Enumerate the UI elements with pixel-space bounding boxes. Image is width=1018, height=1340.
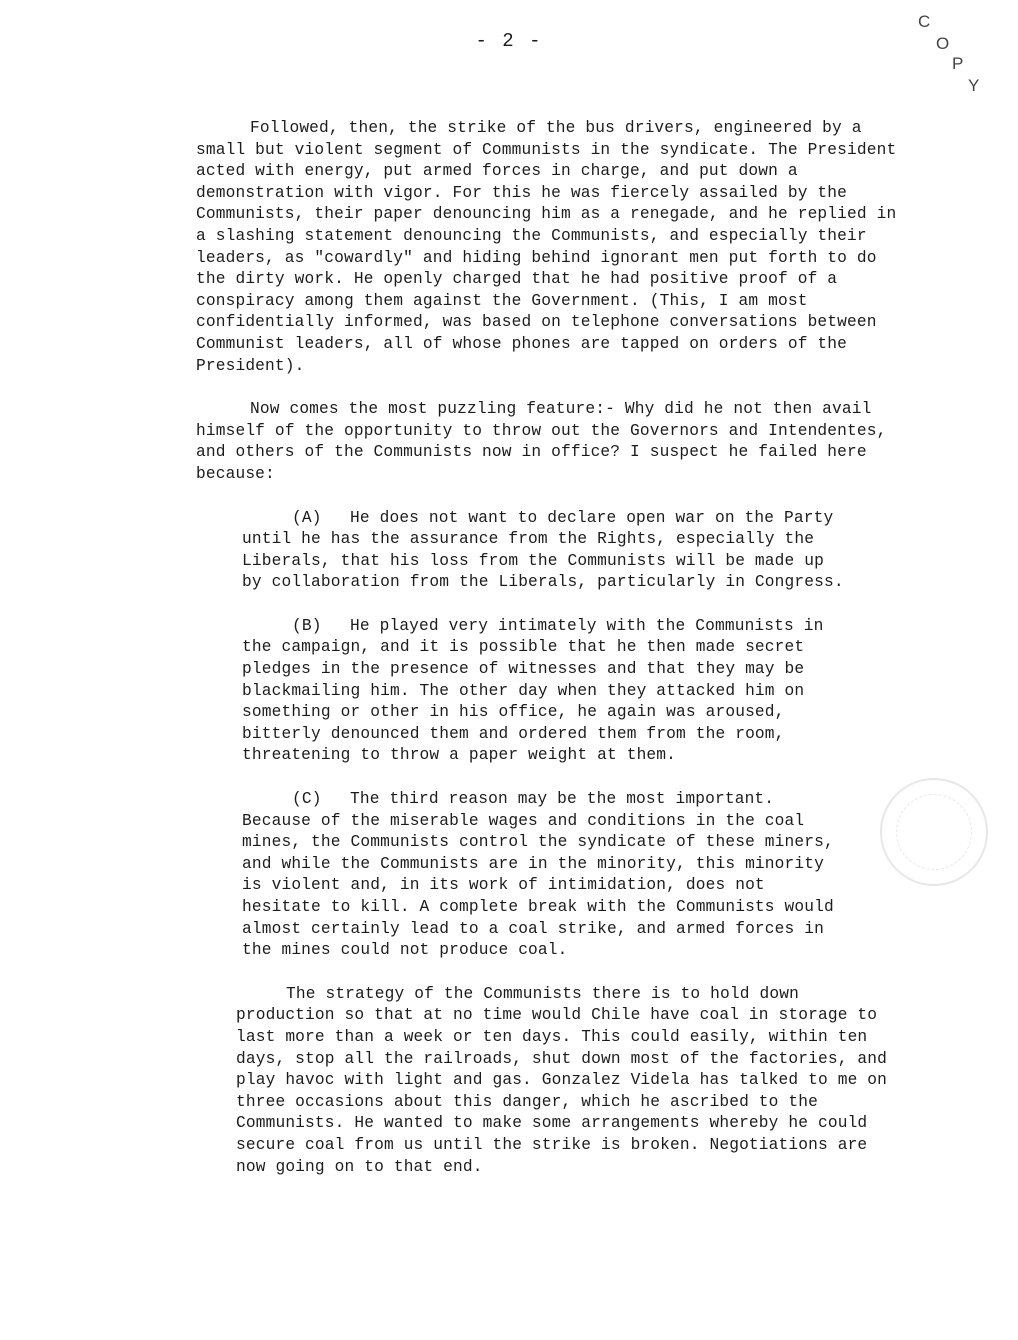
reason-c bbox=[242, 789, 908, 962]
page-number: - 2 - bbox=[475, 30, 543, 52]
reason-a-text: He does not want to declare open war on the Party until he has the assurance from the Rights, especially the Liberals, that his loss from the Communists will be made up by collaboration from the Liberals, particularly in Congress. bbox=[242, 508, 844, 592]
copy-letter: O bbox=[936, 34, 950, 53]
copy-letter: P bbox=[952, 54, 964, 73]
reason-b-text: He played very intimately with the Communists in the campaign, and it is possible that he then made secret pledges in the presence of witnesses and that they may be blackmailing him. The other day when they attacked him on something or other in his office, he again was aroused, bitterly denounced them and ordered them from the room, threatening to throw a paper weight at them. bbox=[242, 616, 824, 765]
paragraph-bus-strike: Followed, then, the strike of the bus drivers, engineered by a small but violent segment of Communists in the syndicate. The President acted with energy, put armed forces in charge, and put down a demonstration with vigor. For this he was fiercely assailed by the Communists, their paper denouncing him as a renegade, and he replied in a slashing statement denouncing the Communists, and especially their leaders, as "cowardly" and hiding behind ignorant men put forth to do the dirty work. He openly charged that he had positive proof of a conspiracy among them against the Government. (This, I am most confidentially informed, was based on telephone conversations between Communist leaders, all of whose phones are tapped on orders of the President). bbox=[196, 119, 897, 375]
paragraph-strategy: The strategy of the Communists there is to hold down production so that at no time would Chile have coal in storage to last more than a week or ten days. This could easily, within ten days, stop all the railroads, shut down most of the factories, and play havoc with light and gas. Gonzalez Videla has talked to me on three occasions about this danger, which he ascribed to the Communists. He wanted to make some arrangements whereby he could secure coal from us until the strike is broken. Negotiations are now going on to that end. bbox=[236, 984, 888, 1176]
paragraph-puzzling-feature: Now comes the most puzzling feature:- Why did he not then avail himself of the opportunity to throw out the Governors and Intendentes, and others of the Communists now in office? I suspect he failed here because: bbox=[196, 400, 887, 483]
reason-b-label: (B) bbox=[292, 616, 322, 635]
copy-letter: C bbox=[918, 12, 931, 31]
letter-body bbox=[196, 118, 908, 1200]
copy-letter: Y bbox=[968, 76, 980, 95]
reason-c-text: The third reason may be the most important. Because of the miserable wages and conditions in the coal mines, the Communists control the syndicate of these miners, and while the Communists are in the minority, this minority is violent and, in its work of intimidation, does not hesitate to kill. A complete break with the Communists would almost certainly lead to a coal strike, and armed forces in the mines could not produce coal. bbox=[242, 790, 834, 960]
reason-a bbox=[242, 508, 908, 594]
reason-a-label: (A) bbox=[292, 508, 322, 527]
reason-b bbox=[242, 616, 908, 767]
reason-c-label: (C) bbox=[292, 790, 322, 809]
